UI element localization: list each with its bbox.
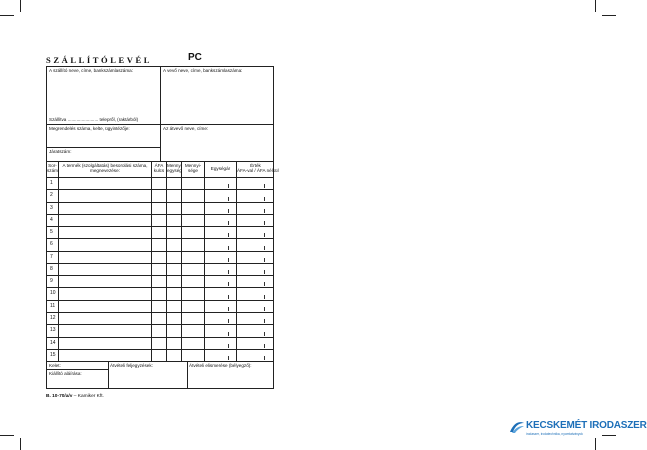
- price-divider-tick: [228, 344, 229, 348]
- row-number: 14: [50, 339, 56, 346]
- buyer-label: A vevő neve, címe, bankszámlaszáma:: [163, 68, 243, 73]
- logo-swoosh-icon: [509, 420, 525, 434]
- crop-mark: [20, 0, 21, 12]
- price-divider-tick: [228, 209, 229, 213]
- value-divider-tick: [264, 258, 265, 262]
- price-divider-tick: [228, 307, 229, 311]
- row-number: 5: [50, 229, 53, 236]
- table-row: [47, 189, 274, 201]
- column-header-serial: Sor- szám: [47, 163, 58, 173]
- table-row: [47, 202, 274, 214]
- document-tag: PC: [188, 52, 202, 63]
- price-divider-tick: [228, 246, 229, 250]
- value-divider-tick: [264, 209, 265, 213]
- value-divider-tick: [264, 246, 265, 250]
- logo: [509, 419, 647, 441]
- price-divider-tick: [228, 295, 229, 299]
- row-number: 6: [50, 241, 53, 248]
- price-divider-tick: [228, 184, 229, 188]
- logo-name: KECSKEMÉT IRODASZER: [526, 420, 647, 431]
- document-title: SZÁLLÍTÓLEVÉL: [46, 55, 153, 65]
- value-divider-tick: [264, 270, 265, 274]
- value-divider-tick: [264, 332, 265, 336]
- row-number: 8: [50, 265, 53, 272]
- order-label: Megrendelés száma, kelte, ügyintézője:: [49, 126, 130, 131]
- footer: [46, 394, 104, 399]
- table-row: [47, 214, 274, 226]
- value-divider-tick: [264, 307, 265, 311]
- price-divider-tick: [228, 258, 229, 262]
- value-divider-tick: [264, 282, 265, 286]
- column-header-value: Érték ÁFA-val / ÁFA nélkül: [237, 163, 279, 173]
- row-number: 3: [50, 204, 53, 211]
- table-row: [47, 287, 274, 299]
- shipped-from-label: Szállítva ........................ telepről, (raktárból): [49, 117, 139, 122]
- table-row: [47, 349, 274, 361]
- table-row: [47, 251, 274, 263]
- column-header-vat-key: ÁFA kulcs: [153, 163, 165, 173]
- table-row: [47, 263, 274, 275]
- price-divider-tick: [228, 197, 229, 201]
- crop-mark: [602, 15, 616, 16]
- date-label: Kelet:: [49, 363, 61, 368]
- price-divider-tick: [228, 233, 229, 237]
- value-divider-tick: [264, 184, 265, 188]
- crop-mark: [20, 438, 21, 450]
- price-divider-tick: [228, 319, 229, 323]
- table-row: [47, 312, 274, 324]
- value-divider-tick: [264, 221, 265, 225]
- row-number: 12: [50, 314, 56, 321]
- table-row: [47, 177, 274, 189]
- value-divider-tick: [264, 319, 265, 323]
- column-header-unit-price: Egységár: [210, 166, 231, 171]
- row-number: 4: [50, 216, 53, 223]
- row-number: 9: [50, 278, 53, 285]
- row-number: 13: [50, 327, 56, 334]
- value-divider-tick: [264, 295, 265, 299]
- table-row: [47, 337, 274, 349]
- table-row: [47, 238, 274, 250]
- value-divider-tick: [264, 344, 265, 348]
- column-header-unit: Menny. egység: [167, 163, 182, 173]
- price-divider-tick: [228, 332, 229, 336]
- row-number: 11: [50, 302, 56, 309]
- supplier-label: A szállító neve, címe, bankszámlaszáma:: [49, 68, 133, 73]
- price-divider-tick: [228, 282, 229, 286]
- delivery-note-form: [46, 66, 279, 389]
- table-row: [47, 275, 274, 287]
- acknowledgement-label: Átvételi elismerése (bélyegző):: [189, 363, 252, 368]
- vehicle-label: Járatszám:: [49, 149, 72, 154]
- column-header-quantity: Mennyi- sége: [184, 163, 202, 173]
- value-divider-tick: [264, 356, 265, 360]
- crop-mark: [0, 435, 14, 436]
- table-row: [47, 226, 274, 238]
- table-row: [47, 324, 274, 336]
- signature-label: Kiállító aláírása:: [49, 371, 82, 376]
- column-header-description: A termék (szolgáltatás) besorolási száma, megnevezése:: [62, 163, 148, 173]
- table-row: [47, 300, 274, 312]
- price-divider-tick: [228, 270, 229, 274]
- crop-mark: [595, 0, 596, 12]
- crop-mark: [0, 15, 14, 16]
- row-number: 2: [50, 192, 53, 199]
- row-number: 10: [50, 290, 56, 297]
- row-number: 15: [50, 351, 56, 358]
- row-number: 7: [50, 253, 53, 260]
- receiver-label: Az átvevő neve, címe:: [163, 126, 209, 131]
- price-divider-tick: [228, 221, 229, 225]
- value-divider-tick: [264, 197, 265, 201]
- delivery-notes-label: Átvételi feljegyzések:: [110, 363, 153, 368]
- value-divider-tick: [264, 233, 265, 237]
- publisher: – Kamiker Kft.: [73, 394, 104, 399]
- logo-tagline: irodaszer, irodatechnika, nyomtatványok: [526, 432, 583, 436]
- price-divider-tick: [228, 356, 229, 360]
- row-number: 1: [50, 180, 53, 186]
- form-code: B. 10-70/a/v: [46, 394, 73, 399]
